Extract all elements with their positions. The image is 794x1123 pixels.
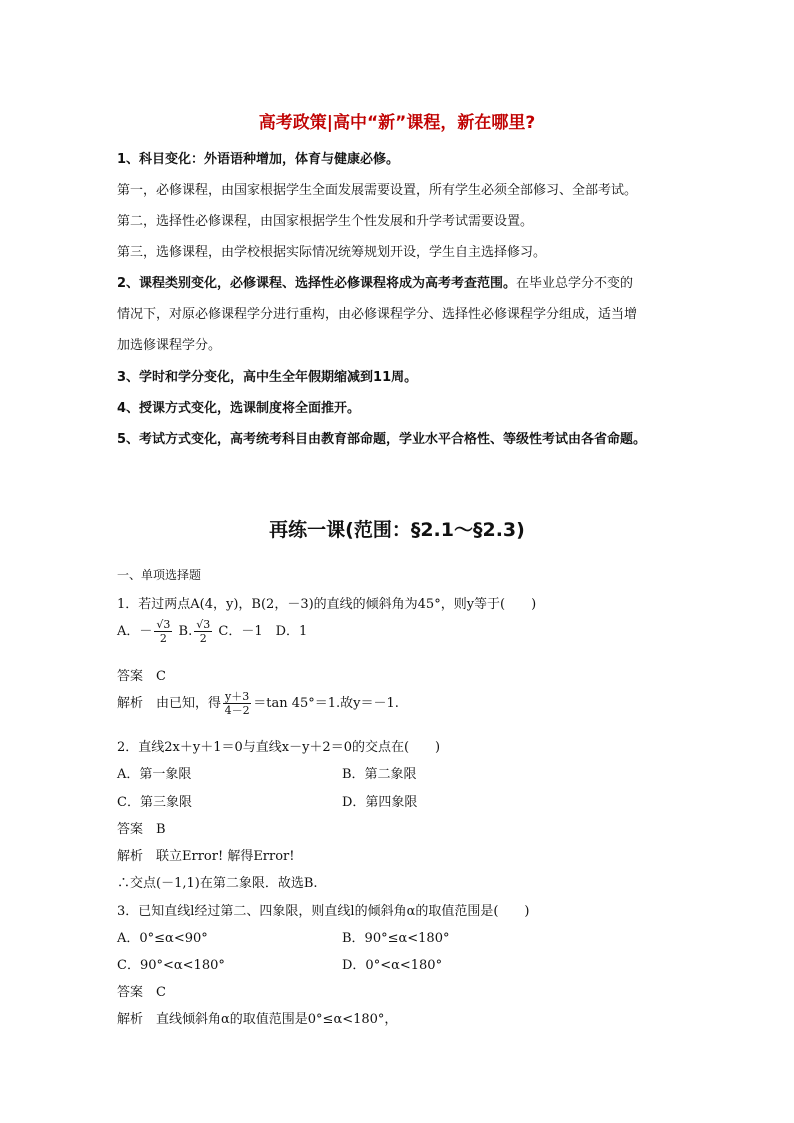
option-b-prefix: B.	[178, 624, 193, 639]
question-2-conclusion: ∴交点(－1,1)在第二象限．故选B.	[117, 876, 318, 891]
intro-line: 4、授课方式变化，选课制度将全面推开。	[117, 401, 361, 416]
fraction-numerator: √3	[196, 618, 211, 631]
intro-line: 第二，选择性必修课程，由国家根据学生个性发展和升学考试需要设置。	[117, 214, 534, 229]
intro-line: 加选修课程学分。	[117, 338, 222, 353]
question-1-answer: 答案 C	[117, 669, 166, 684]
fraction-numerator: √3	[156, 618, 171, 631]
question-2-option-a: A．第一象限	[117, 767, 192, 782]
question-2-answer: 答案 B	[117, 822, 166, 837]
intro-line: 3、学时和学分变化，高中生全年假期缩减到11周。	[117, 370, 418, 385]
question-3-answer: 答案 C	[117, 985, 166, 1000]
intro-line: 情况下，对原必修课程学分进行重构，由必修课程学分、选择性必修课程学分组成，适当增	[117, 307, 638, 322]
option-a-fraction	[154, 618, 172, 645]
analysis-suffix: ＝tan 45°＝1.故y＝－1.	[253, 696, 399, 711]
intro-line: 5、考试方式变化，高考统考科目由教育部命题，学业水平合格性、等级性考试由各省命题。	[117, 432, 647, 447]
intro-line: 1、科目变化：外语语种增加，体育与健康必修。	[117, 152, 400, 167]
document-title: 高考政策|高中“新”课程，新在哪里?	[258, 113, 536, 133]
question-1-stem: 1．若过两点A(4，y)，B(2，－3)的直线的倾斜角为45°，则y等于( )	[117, 597, 537, 612]
fraction-numerator: y＋3	[225, 690, 250, 703]
intro-line: 第一，必修课程，由国家根据学生全面发展需要设置，所有学生必须全部修习、全部考试。	[117, 183, 638, 198]
question-3-option-d: D．0°<α<180°	[342, 958, 443, 973]
fraction-denominator: 2	[199, 632, 207, 645]
question-3-stem: 3．已知直线l经过第二、四象限，则直线l的倾斜角α的取值范围是( )	[117, 904, 530, 919]
question-2-option-c: C．第三象限	[117, 795, 192, 810]
analysis-prefix: 解析 由已知，得	[117, 696, 222, 711]
question-1-analysis	[117, 690, 399, 717]
question-3-option-c: C．90°<α<180°	[117, 958, 225, 973]
analysis-fraction	[223, 690, 251, 717]
fraction-denominator: 4－2	[224, 704, 250, 717]
intro-line: 第三，选修课程，由学校根据实际情况统筹规划开设，学生自主选择修习。	[117, 245, 547, 260]
question-2-option-b: B．第二象限	[342, 767, 417, 782]
question-1-options	[117, 618, 307, 645]
question-2-option-d: D．第四象限	[342, 795, 418, 810]
fraction-denominator: 2	[159, 632, 167, 645]
question-3-analysis: 解析 直线倾斜角α的取值范围是0°≤α<180°，	[117, 1012, 398, 1027]
option-a-prefix: A．－	[117, 624, 153, 639]
section-heading: 一、单项选择题	[117, 568, 202, 582]
option-cd: C．－1 D．1	[218, 624, 308, 639]
question-2-stem: 2．直线2x＋y＋1＝0与直线x－y＋2＝0的交点在( )	[117, 740, 441, 755]
intro-line-bold: 2、课程类别变化，必修课程、选择性必修课程将成为高考考查范围。	[117, 276, 517, 291]
intro-line-group	[117, 272, 633, 291]
option-b-fraction	[194, 618, 212, 645]
question-3-option-b: B．90°≤α<180°	[342, 931, 450, 946]
exercise-title: 再练一课(范围：§2.1～§2.3)	[269, 519, 525, 541]
intro-line-normal: 在毕业总学分不变的	[516, 276, 634, 291]
question-3-option-a: A．0°≤α<90°	[117, 931, 208, 946]
question-2-analysis: 解析 联立Error! 解得Error!	[117, 849, 295, 864]
